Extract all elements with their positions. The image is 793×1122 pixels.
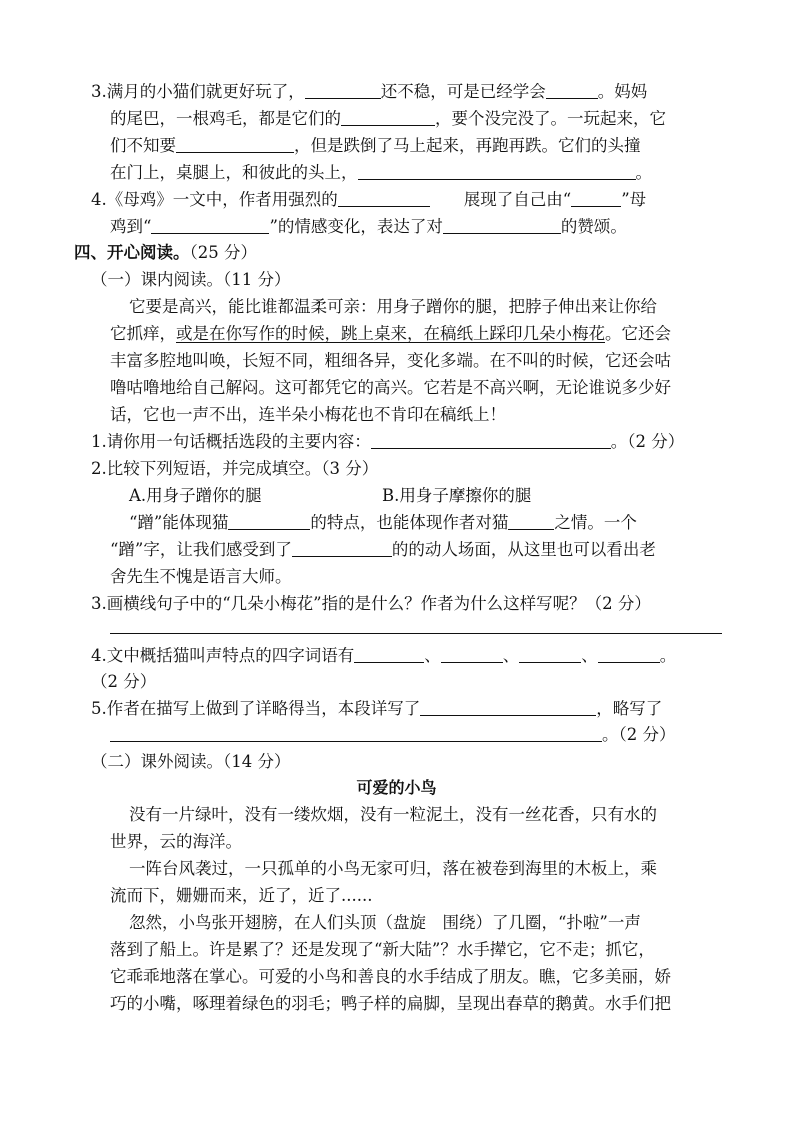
story-line-5: 忽然，小鸟张开翅膀，在人们头顶（盘旋 围绕）了几圈，“扑啦”一声 [129,913,641,932]
q4-text: ”母 [621,190,647,209]
qq5-blank-2[interactable] [110,725,602,742]
passage1-line-5: 话，它也一声不出，连半朵小梅花也不肯印在稿纸上！ [110,405,506,424]
q4-text: 的赞颂。 [560,217,627,236]
qq5-text: 5.作者在描写上做到了详略得当，本段详写了 [91,699,421,718]
q3-text: 。 [635,163,652,182]
story-line-2: 世界，云的海洋。 [110,832,242,851]
passage1-line-1: 它要是高兴，能比谁都温柔可亲：用身子蹭你的腿，把脖子伸出来让你给 [129,297,657,316]
q4-blank-2[interactable] [571,190,621,207]
qq4-score: （2 分） [91,672,157,691]
q3-line-2 [110,109,666,129]
qq5-line-1 [91,699,662,719]
qq4-blank-1[interactable] [354,646,424,663]
story-line-6: 落到了船上。许是累了？还是发现了“新大陆”？水手撵它，它不走；抓它， [110,940,655,959]
underlined-sentence: 或是在你写作的时候，跳上桌来，在稿纸上踩印几朵小梅花 [176,324,605,343]
qq2-title: 2.比较下列短语，并完成填空。（3 分） [91,459,379,478]
qq4-blank-4[interactable] [598,646,660,663]
story-title: 可爱的小鸟 [356,778,437,797]
q3-text: 们不知要 [110,136,176,155]
q3-blank-1[interactable] [305,82,381,99]
qq2-option-a: A.用身子蹭你的腿 [129,486,262,505]
qq4-end: 。 [659,646,677,665]
passage1-line-3: 丰富多腔地叫唤，长短不同，粗细各异，变化多端。在不叫的时候，它还会咕 [110,351,671,370]
qq3-answer-line[interactable] [110,633,722,634]
qq2-line-2 [110,540,656,560]
qq4-sep: 、 [581,646,598,665]
qq1-line [91,432,684,452]
qq2-text: 的的动人场面，从这里也可以看出老 [391,540,656,559]
part2-title: （二）课外阅读。（14 分） [91,752,291,771]
section-heading [74,243,257,263]
q3-line-3 [110,136,641,156]
qq2-blank-3[interactable] [292,540,392,557]
qq4-sep: 、 [424,646,441,665]
q3-blank-5[interactable] [358,163,636,180]
q4-text: 4.《母鸡》一文中，作者用强烈的 [91,190,338,209]
q3-text: ，但是跌倒了马上起来，再跑再跌。它们的头撞 [294,136,641,155]
qq2-text: 之情。一个 [554,513,637,532]
story-line-7: 它乖乖地落在掌心。可爱的小鸟和善良的水手结成了朋友。瞧，它多美丽，娇 [110,967,671,986]
qq2-blank-1[interactable] [228,513,310,530]
q3-text: 3.满月的小猫们就更好玩了， [91,82,305,101]
passage1-text: 它抓痒， [110,324,176,343]
qq5-line-2 [110,725,676,745]
part1-title: （一）课内阅读。（11 分） [91,270,291,289]
story-line-4: 流而下，姗姗而来，近了，近了...... [110,886,373,905]
qq4-blank-2[interactable] [441,646,503,663]
qq5-blank-1[interactable] [420,699,596,716]
q3-text: 还不稳，可是已经学会 [380,82,546,101]
q4-line-1 [91,190,646,210]
q4-text: 展现了自己由“ [463,190,572,209]
q3-blank-4[interactable] [176,136,294,153]
q3-line-4 [110,163,652,183]
q3-blank-3[interactable] [341,109,435,126]
qq2-line-1 [129,513,637,533]
passage1-line-4: 噜咕噜地给自己解闷。这可都凭它的高兴。它若是不高兴啊，无论谁说多少好 [110,378,671,397]
qq4-text: 4.文中概括猫叫声特点的四字词语有 [91,646,355,665]
q3-text: 在门上，桌腿上，和彼此的头上， [110,163,358,182]
q3-text: 。妈妈 [597,82,648,101]
q4-blank-4[interactable] [443,217,561,234]
section-title: 四、开心阅读。 [74,243,190,262]
q3-blank-2[interactable] [546,82,598,99]
q3-text: ，要个没完没了。一玩起来，它 [435,109,666,128]
qq4-sep: 、 [502,646,520,665]
qq1-score: 。（2 分） [610,432,685,451]
qq2-blank-2[interactable] [508,513,554,530]
story-line-1: 没有一片绿叶，没有一缕炊烟，没有一粒泥土，没有一丝花香，只有水的 [129,805,657,824]
story-line-8: 巧的小嘴，啄理着绿色的羽毛；鸭子样的扁脚，呈现出春草的鹅黄。水手们把 [110,994,671,1013]
qq5-text: ，略写了 [596,699,663,718]
passage1-line-2 [110,324,671,344]
qq1-text: 1.请你用一句话概括选段的主要内容： [91,432,371,451]
qq1-blank[interactable] [371,432,611,449]
qq2-text: “蹭”字，让我们感受到了 [110,540,292,559]
q4-text: ”的情感变化，表达了对 [269,217,443,236]
q4-line-2 [110,217,627,237]
qq5-score: 。（2 分） [602,725,676,744]
q4-text: 鸡到“ [110,217,152,236]
qq2-text: 的特点，也能体现作者对猫 [310,513,509,532]
qq2-option-b: B.用身子摩擦你的腿 [382,486,532,505]
qq4-blank-3[interactable] [519,646,581,663]
qq2-text: “蹭”能体现猫 [129,513,229,532]
q4-blank-1[interactable] [338,190,430,207]
q3-line-1 [91,82,647,102]
qq2-line-3: 舍先生不愧是语言大师。 [110,567,292,586]
qq3-text: 3.画横线句子中的“几朵小梅花”指的是什么？作者为什么这样写呢？（2 分） [91,594,651,613]
q3-text: 的尾巴，一根鸡毛，都是它们的 [110,109,341,128]
story-line-3: 一阵台风袭过，一只孤单的小鸟无家可归，落在被卷到海里的木板上，乘 [129,859,657,878]
q4-blank-3[interactable] [151,217,269,234]
section-score: （25 分） [189,243,257,262]
qq4-line [91,646,676,666]
passage1-text: 。它还会 [605,324,671,343]
